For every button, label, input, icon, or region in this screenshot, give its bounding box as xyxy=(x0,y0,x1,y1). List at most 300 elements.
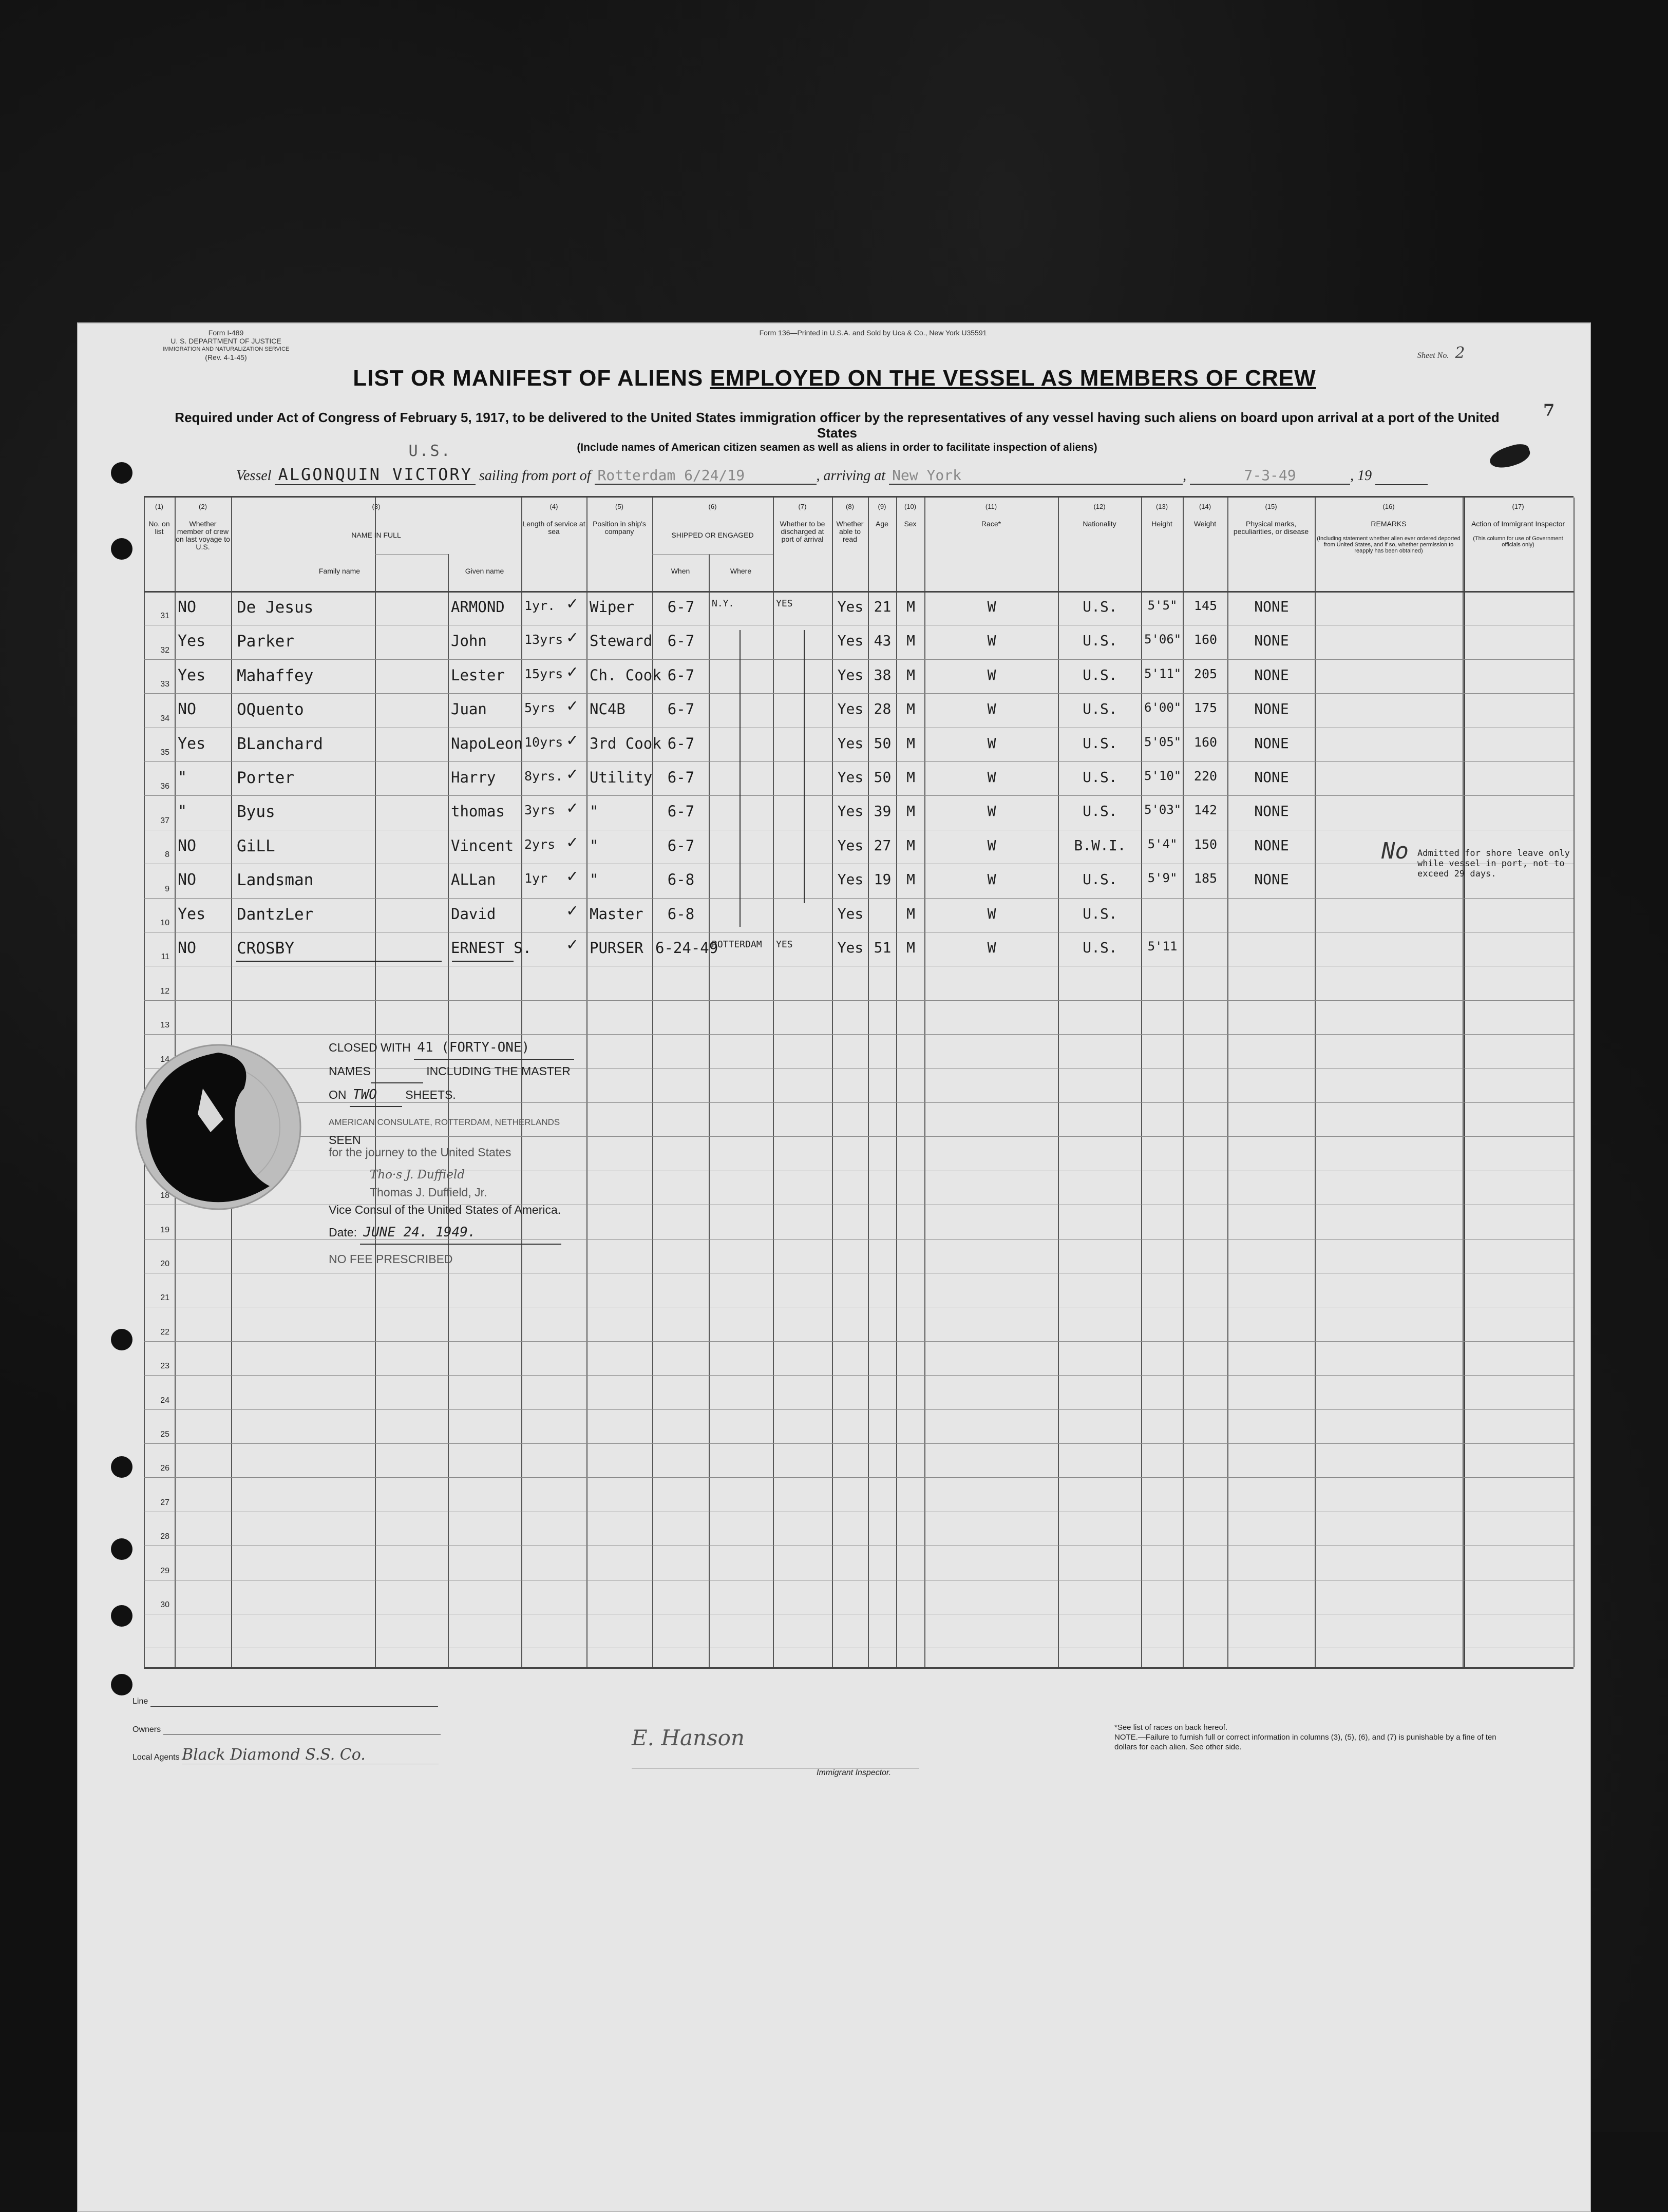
column-number: (13) xyxy=(1155,503,1168,510)
cell-height: 5'4" xyxy=(1147,836,1178,851)
row-number: 18 xyxy=(160,1191,169,1200)
cell-where: N.Y. xyxy=(712,598,734,609)
row-number: 26 xyxy=(160,1464,169,1473)
row-number: 31 xyxy=(160,612,169,621)
admitted-note-line: exceed 29 days. xyxy=(1417,869,1496,879)
cell-read: Yes xyxy=(837,666,864,683)
cell-race: W xyxy=(987,769,996,786)
inspector-signature: E. Hanson xyxy=(632,1725,745,1750)
check-mark: ✓ xyxy=(567,900,578,921)
cell-family: CROSBY xyxy=(237,939,294,958)
cell-prev: Yes xyxy=(178,632,206,651)
check-mark: ✓ xyxy=(567,695,578,716)
cell-position: 3rd Cook xyxy=(590,734,661,752)
column-header: Action of Immigrant Inspector xyxy=(1471,520,1565,528)
cell-position: " xyxy=(590,803,599,821)
column-header: Whether member of crew on last voyage to U.S. xyxy=(176,520,230,551)
from-port: Rotterdam 6/24/19 xyxy=(595,467,817,485)
cell-read: Yes xyxy=(837,769,864,786)
column-header: Sex xyxy=(904,520,917,528)
cell-age: 27 xyxy=(874,836,892,854)
consulate-name: AMERICAN CONSULATE, ROTTERDAM, NETHERLANDS xyxy=(329,1117,560,1127)
column-header: NAME IN FULL xyxy=(351,531,401,539)
cell-sex: M xyxy=(906,871,915,888)
column-divider xyxy=(1315,498,1316,1667)
cell-sex: M xyxy=(906,598,915,615)
cell-age: 38 xyxy=(874,666,892,683)
check-mark: ✓ xyxy=(567,764,578,784)
cell-weight: 175 xyxy=(1193,700,1218,716)
form-subtitle-2: (Include names of American citizen seamen as well as aliens in order to facilitate inspection of aliens) xyxy=(577,442,1097,453)
cell-read: Yes xyxy=(837,836,864,854)
column-subheader: Family name xyxy=(318,567,361,575)
cell-when: 6-7 xyxy=(667,836,695,854)
cell-age: 21 xyxy=(874,598,892,615)
cell-when: 6-7 xyxy=(667,632,695,650)
cell-read: Yes xyxy=(837,632,864,650)
column-number: (15) xyxy=(1265,503,1277,510)
cell-given: ALLan xyxy=(451,871,496,889)
sheets-value: TWO xyxy=(350,1083,402,1107)
cell-age: 43 xyxy=(874,632,892,650)
cell-height: 5'10" xyxy=(1144,769,1182,783)
cell-family: OQuento xyxy=(237,700,304,719)
column-divider xyxy=(586,498,587,1667)
consulate-seal xyxy=(126,1042,311,1212)
punch-hole xyxy=(111,1674,132,1695)
fee-note: NO FEE PRESCRIBED xyxy=(329,1252,453,1266)
cell-service: 13yrs xyxy=(524,632,563,647)
row-number: 34 xyxy=(160,714,169,723)
cell-weight: 142 xyxy=(1193,803,1218,818)
footer-agents xyxy=(132,1746,439,1764)
column-header: No. on list xyxy=(148,520,170,536)
vessel-label: Vessel xyxy=(236,468,272,484)
consul-title: Vice Consul of the United States of America. xyxy=(329,1203,561,1216)
cell-service: 3yrs xyxy=(524,803,556,818)
title-part2: EMPLOYED ON THE VESSEL AS MEMBERS OF CREW xyxy=(710,366,1316,391)
closed-with-value: 41 (FORTY-ONE) xyxy=(414,1036,574,1060)
punch-hole xyxy=(111,1605,132,1627)
cell-service: 2yrs xyxy=(524,836,556,852)
cell-sex: M xyxy=(906,803,915,820)
date-value: JUNE 24. 1949. xyxy=(360,1221,561,1245)
cell-weight: 160 xyxy=(1193,632,1218,647)
punch-hole xyxy=(111,1456,132,1478)
column-divider xyxy=(1227,498,1228,1667)
agents-value: Black Diamond S.S. Co. xyxy=(182,1746,439,1764)
cell-position: " xyxy=(590,836,599,854)
cell-prev: Yes xyxy=(178,734,206,753)
cell-weight: 145 xyxy=(1193,598,1218,613)
cell-family: Mahaffey xyxy=(237,666,314,685)
row-number: 32 xyxy=(160,645,169,655)
row-line xyxy=(144,693,1574,694)
cell-marks: NONE xyxy=(1254,769,1289,786)
column-header: Whether able to read xyxy=(836,520,864,543)
cell-given: NapoLeon xyxy=(451,734,523,752)
column-header: SHIPPED OR ENGAGED xyxy=(671,531,754,539)
column-header: Race* xyxy=(981,520,1001,528)
cell-discharged: YES xyxy=(776,939,793,950)
cell-weight: 205 xyxy=(1193,666,1218,681)
cell-weight: 150 xyxy=(1193,836,1218,852)
cell-race: W xyxy=(987,700,996,718)
cell-nationality: U.S. xyxy=(1083,905,1117,922)
footer-notes xyxy=(1114,1723,1515,1752)
cell-age: 51 xyxy=(874,939,892,956)
cell-sex: M xyxy=(906,939,915,956)
vessel-name-text: ALGONQUIN VICTORY xyxy=(278,465,472,484)
cell-sex: M xyxy=(906,700,915,718)
cell-prev: NO xyxy=(178,836,197,855)
cell-read: Yes xyxy=(837,871,864,888)
year-suffix: 19 xyxy=(1357,468,1372,484)
column-number: (3) xyxy=(372,503,381,510)
row-line xyxy=(144,659,1574,660)
cell-marks: NONE xyxy=(1254,734,1289,752)
admitted-note-line: while vessel in port, not to xyxy=(1417,859,1565,869)
column-divider xyxy=(924,498,925,1667)
cell-service: 8yrs. xyxy=(524,769,563,784)
form-edition: (Rev. 4-1-45) xyxy=(205,353,247,361)
ditto-line xyxy=(804,630,805,903)
cell-given: Harry xyxy=(451,769,496,786)
column-number: (1) xyxy=(155,503,163,510)
cell-given: Lester xyxy=(451,666,505,684)
footer-owners xyxy=(132,1725,441,1735)
cell-sex: M xyxy=(906,769,915,786)
arriving-label: arriving at xyxy=(823,468,886,484)
column-header: Height xyxy=(1151,520,1172,528)
cell-age: 50 xyxy=(874,769,892,786)
column-number: (17) xyxy=(1512,503,1524,510)
sheet-number-value: 2 xyxy=(1455,344,1465,362)
cell-height: 5'9" xyxy=(1147,871,1178,886)
cell-sex: M xyxy=(906,905,915,922)
column-number: (6) xyxy=(708,503,717,510)
cell-given: David xyxy=(451,905,496,923)
vessel-prefix-note: U.S. xyxy=(408,442,452,460)
printer-line: Form 136—Printed in U.S.A. and Sold by Uca & Co., New York U35591 xyxy=(759,329,987,337)
admitted-note-prefix: No xyxy=(1381,838,1409,864)
cell-family: Porter xyxy=(237,769,294,787)
column-number: (12) xyxy=(1093,503,1106,510)
column-header-note: (Including statement whether alien ever ordered deported from United States, and if so, whether permission to reapply has been obtained) xyxy=(1317,536,1461,554)
row-number: 30 xyxy=(160,1600,169,1609)
check-mark: ✓ xyxy=(567,866,578,887)
date-label: Date: xyxy=(329,1226,357,1239)
cell-age: 28 xyxy=(874,700,892,718)
column-divider xyxy=(832,498,833,1667)
row-line xyxy=(144,1409,1574,1410)
cell-nationality: U.S. xyxy=(1083,871,1117,888)
cell-prev: Yes xyxy=(178,905,206,923)
row-line xyxy=(144,1375,1574,1376)
column-number: (8) xyxy=(846,503,854,510)
cell-position: Master xyxy=(590,905,643,923)
cell-when: 6-7 xyxy=(667,803,695,821)
cell-position: Ch. Cook xyxy=(590,666,661,684)
cell-position: PURSER xyxy=(590,939,643,957)
column-number: (2) xyxy=(199,503,207,510)
cell-nationality: U.S. xyxy=(1083,769,1117,786)
cell-marks: NONE xyxy=(1254,598,1289,615)
vessel-name xyxy=(275,442,476,485)
column-number: (16) xyxy=(1382,503,1395,510)
cell-when: 6-7 xyxy=(667,734,695,752)
column-divider xyxy=(1463,498,1465,1667)
cell-when: 6-7 xyxy=(667,598,695,616)
owners-label: Owners xyxy=(132,1725,161,1734)
form-header-left xyxy=(149,329,303,361)
row-line xyxy=(144,795,1574,796)
cell-nationality: U.S. xyxy=(1083,700,1117,718)
form-number: Form I-489 xyxy=(208,329,244,337)
admitted-note-line: Admitted for shore leave only xyxy=(1417,848,1570,859)
service-name: IMMIGRATION AND NATURALIZATION SERVICE xyxy=(162,346,290,352)
arriving-port: New York xyxy=(889,467,1183,485)
row-number: 12 xyxy=(160,986,169,996)
column-subheader: When xyxy=(671,567,690,575)
cell-read: Yes xyxy=(837,803,864,820)
row-line xyxy=(144,1000,1574,1001)
names-label: NAMES xyxy=(329,1064,371,1078)
check-mark: ✓ xyxy=(567,661,578,682)
column-header: Age xyxy=(876,520,888,528)
row-number: 33 xyxy=(160,680,169,689)
row-number: 10 xyxy=(160,919,169,927)
consul-name: Thomas J. Duffield, Jr. xyxy=(370,1186,487,1199)
column-divider xyxy=(1183,498,1184,1667)
cell-marks: NONE xyxy=(1254,871,1289,888)
arrival-date: 7-3-49 xyxy=(1190,467,1350,485)
footer-line xyxy=(132,1697,438,1707)
cell-nationality: U.S. xyxy=(1083,939,1117,956)
cell-nationality: U.S. xyxy=(1083,734,1117,752)
check-mark: ✓ xyxy=(567,593,578,614)
punch-hole xyxy=(111,538,132,560)
journey-text: for the journey to the United States xyxy=(329,1146,511,1159)
name-underline xyxy=(452,961,514,962)
cell-service: 1yr xyxy=(524,871,548,886)
cell-read: Yes xyxy=(837,734,864,752)
cell-given: thomas xyxy=(451,803,505,821)
row-number: 28 xyxy=(160,1532,169,1541)
cell-service: 1yr. xyxy=(524,598,556,613)
sheet-number-label: Sheet No. xyxy=(1417,351,1449,360)
column-header-note: (This column for use of Government officials only) xyxy=(1473,536,1563,548)
cell-position: Steward xyxy=(590,632,653,650)
cell-service: 10yrs xyxy=(524,734,563,750)
cell-height: 5'06" xyxy=(1144,632,1182,647)
cell-given: Juan xyxy=(451,700,487,718)
cell-marks: NONE xyxy=(1254,632,1289,650)
row-number: 27 xyxy=(160,1498,169,1507)
agents-label: Local Agents xyxy=(132,1753,180,1762)
seen-label: SEEN xyxy=(329,1133,361,1147)
punch-hole xyxy=(111,1329,132,1350)
cell-family: BLanchard xyxy=(237,734,323,753)
row-line xyxy=(144,1341,1574,1342)
cell-when: 6-8 xyxy=(667,871,695,889)
row-number: 22 xyxy=(160,1327,169,1337)
admitted-note xyxy=(1381,838,1570,879)
column-header: Whether to be discharged at port of arrival xyxy=(780,520,825,543)
inspector-label: Immigrant Inspector. xyxy=(817,1768,892,1777)
cell-height: 5'03" xyxy=(1144,803,1182,817)
cell-race: W xyxy=(987,871,996,888)
cell-position: NC4B xyxy=(590,700,626,718)
column-subheader: Where xyxy=(730,567,752,575)
cell-prev: NO xyxy=(178,598,197,616)
row-number: 29 xyxy=(160,1566,169,1575)
column-divider xyxy=(868,498,869,1667)
cell-where: ROTTERDAM xyxy=(712,939,762,950)
column-number: (10) xyxy=(904,503,917,510)
row-line xyxy=(144,1443,1574,1444)
consul-signature: Tho·s J. Duffield xyxy=(370,1168,465,1181)
cell-family: Byus xyxy=(237,803,275,822)
sheets-label: SHEETS. xyxy=(405,1088,456,1101)
form-subtitle: Required under Act of Congress of February 5, 1917, to be delivered to the United States immigration officer by the representatives of any vessel having such aliens on board upon arrival at a port of the United States xyxy=(175,410,1500,441)
check-mark: ✓ xyxy=(567,627,578,648)
cell-height: 6'00" xyxy=(1144,700,1182,715)
cell-service: 15yrs xyxy=(524,666,563,681)
shipped-subdivider xyxy=(709,554,710,1667)
name-underline xyxy=(236,961,442,962)
column-header: REMARKS xyxy=(1371,520,1407,528)
column-divider xyxy=(1058,498,1059,1667)
cell-race: W xyxy=(987,939,996,956)
cell-sex: M xyxy=(906,734,915,752)
cell-marks: NONE xyxy=(1254,836,1289,854)
cell-given: John xyxy=(451,632,487,650)
cell-height: 5'11" xyxy=(1144,666,1182,681)
row-number: 11 xyxy=(161,952,169,962)
cell-given: ARMOND xyxy=(451,598,505,616)
cell-race: W xyxy=(987,734,996,752)
cell-race: W xyxy=(987,836,996,854)
cell-marks: NONE xyxy=(1254,700,1289,718)
cell-family: Parker xyxy=(237,632,294,651)
cell-weight: 220 xyxy=(1193,769,1218,784)
column-divider xyxy=(896,498,897,1667)
cell-sex: M xyxy=(906,836,915,854)
cell-marks: NONE xyxy=(1254,666,1289,683)
cell-prev: Yes xyxy=(178,666,206,684)
column-subheader: Given name xyxy=(465,567,504,575)
column-number: (9) xyxy=(878,503,886,510)
cell-height: 5'05" xyxy=(1144,734,1182,749)
column-divider xyxy=(1141,498,1142,1667)
on-label: ON xyxy=(329,1088,347,1101)
department-name: U. S. DEPARTMENT OF JUSTICE xyxy=(170,337,281,345)
cell-height: 5'5" xyxy=(1147,598,1178,613)
sheet-number xyxy=(1417,344,1465,362)
cell-race: W xyxy=(987,905,996,922)
row-number: 36 xyxy=(160,782,169,791)
column-number: (11) xyxy=(985,503,997,510)
cell-when: 6-24-49 xyxy=(655,939,718,957)
cell-family: GiLL xyxy=(237,836,275,855)
cell-family: Landsman xyxy=(237,871,314,890)
cell-race: W xyxy=(987,632,996,650)
cell-nationality: U.S. xyxy=(1083,803,1117,820)
cell-read: Yes xyxy=(837,598,864,615)
cell-prev: NO xyxy=(178,700,197,719)
subheader-line xyxy=(375,554,448,555)
penalty-note: NOTE.—Failure to furnish full or correct information in columns (3), (5), (6), and (7) is punishable by a fine of ten dollars for each alien. See other side. xyxy=(1114,1733,1496,1751)
check-mark: ✓ xyxy=(567,934,578,955)
column-header: Position in ship's company xyxy=(593,520,646,536)
column-header: Nationality xyxy=(1083,520,1116,528)
column-number: (7) xyxy=(798,503,807,510)
column-number: (14) xyxy=(1199,503,1211,510)
cell-weight: 160 xyxy=(1193,734,1218,750)
row-number: 23 xyxy=(160,1362,169,1371)
cell-prev: " xyxy=(178,769,187,787)
cell-nationality: B.W.I. xyxy=(1074,836,1126,854)
closed-with-label: CLOSED WITH xyxy=(329,1041,411,1054)
race-note: *See list of races on back hereof. xyxy=(1114,1723,1228,1732)
cell-position: " xyxy=(590,871,599,889)
cell-position: Utility xyxy=(590,769,653,786)
ditto-line xyxy=(740,630,741,927)
cell-service: 5yrs xyxy=(524,700,556,716)
row-number: 24 xyxy=(160,1396,169,1405)
cell-when: 6-8 xyxy=(667,905,695,923)
row-number: 9 xyxy=(165,884,169,893)
page-mark: 7 xyxy=(1543,401,1555,420)
cell-prev: NO xyxy=(178,939,197,957)
cell-read: Yes xyxy=(837,700,864,718)
row-line xyxy=(144,898,1574,899)
cell-race: W xyxy=(987,666,996,683)
cell-nationality: U.S. xyxy=(1083,666,1117,683)
closing-stamp xyxy=(329,1036,574,1270)
cell-read: Yes xyxy=(837,939,864,956)
including-master: INCLUDING THE MASTER xyxy=(426,1064,571,1078)
cell-read: Yes xyxy=(837,905,864,922)
row-number: 20 xyxy=(160,1260,169,1268)
column-header: Weight xyxy=(1193,520,1217,528)
cell-family: DantzLer xyxy=(237,905,314,924)
cell-position: Wiper xyxy=(590,598,635,616)
cell-when: 6-7 xyxy=(667,769,695,786)
cell-age: 50 xyxy=(874,734,892,752)
column-divider xyxy=(1574,498,1575,1667)
row-number: 35 xyxy=(160,748,169,757)
title-part1: LIST OR MANIFEST OF ALIENS xyxy=(353,366,710,391)
check-mark: ✓ xyxy=(567,729,578,750)
row-line xyxy=(144,761,1574,762)
cell-age: 19 xyxy=(874,871,892,888)
row-number: 19 xyxy=(160,1225,169,1234)
cell-height: 5'11 xyxy=(1147,939,1178,954)
row-line xyxy=(144,1034,1574,1035)
punch-hole xyxy=(111,1538,132,1560)
check-mark: ✓ xyxy=(567,831,578,852)
cell-race: W xyxy=(987,803,996,820)
column-header: Length of service at sea xyxy=(522,520,585,536)
cell-when: 6-7 xyxy=(667,666,695,684)
cell-given: ERNEST S. xyxy=(451,939,532,957)
cell-nationality: U.S. xyxy=(1083,598,1117,615)
cell-race: W xyxy=(987,598,996,615)
cell-sex: M xyxy=(906,632,915,650)
row-number: 25 xyxy=(160,1430,169,1439)
